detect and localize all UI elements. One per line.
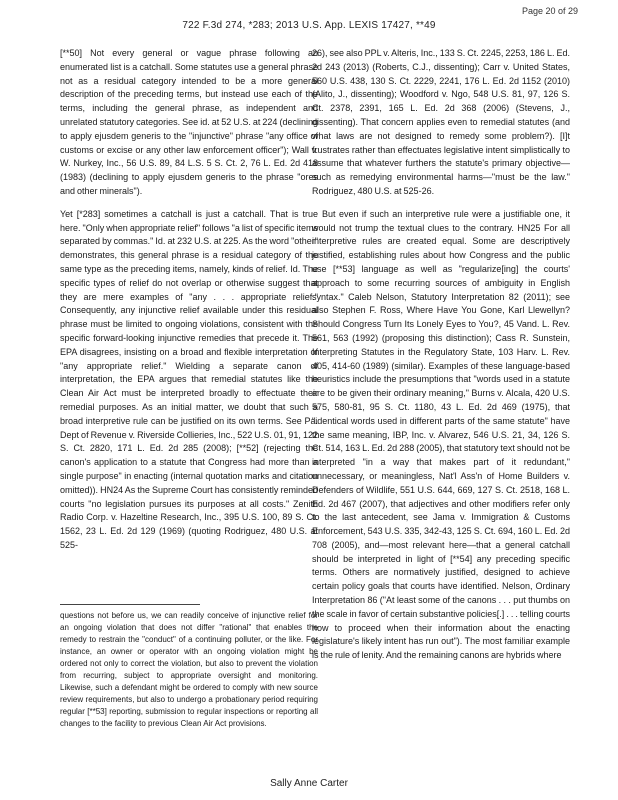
right-column: [312, 47, 570, 672]
left-column: [60, 47, 318, 562]
paragraph: [**50] Not every general or vague phrase following an enumerated list is a catchall. Some statutes use a general phrase not as a residual category intended to be a more general description of the preceding terms, but instead use each of the terms, including the general phrase, as independent and unrelated statutory categories. See id. at 52 U.S. at 224 (declining to apply ejusdem generis to the "injunctive" phrase "any office of customs or excise or any other law enforcement officer"); Wall v. W. Nurkey, Inc., 56 U.S. 89, 84 L.S. 5 S. Ct. 2, 76 L. Ed. 2d 418 (1983) (declining to apply ejusdem generis to the phrase "ores and other minerals").: [60, 48, 318, 196]
page-footer: Sally Anne Carter: [270, 778, 348, 789]
paragraph: But even if such an interpretive rule were a justifiable one, it would not trump the textual clues to the contrary. HN25 For all interpretive rules are created equal. Some are descriptively justified, establishing rules about how Congress and the public use [**53] language as well as "regularize[ing] the courts' approach to some recurring sources of ambiguity in English syntax." Caleb Nelson, Statutory Interpretation 82 (2011); see also Stephen F. Ross, Where Have You Gone, Karl Llewellyn? Should Congress Turn Its Lonely Eyes to You?, 45 Vand. L. Rev. 561, 563 (1992) (proposing this distinction); Cass R. Sunstein, Interpreting Statutes in the Regulatory State, 103 Harv. L. Rev. 405, 414-60 (1989) (similar). Examples of these language-based heuristics include the presumptions that "words used in a statute are to be given their ordinary meaning," Burns v. Alcala, 420 U.S. 575, 580-81, 95 S. Ct. 1180, 43 L. Ed. 2d 469 (1975), that "identical words used in different parts of the same statute" have the same meaning, IBP, Inc. v. Alvarez, 546 U.S. 21, 34, 126 S. Ct. 514, 163 L. Ed. 2d 288 (2005), that statutory text should not be interpreted "in a way that makes part of it redundant," unnecessary, or meaningless, Nat'l Ass'n of Home Builders v. Defenders of Wildlife, 551 U.S. 644, 669, 127 S. Ct. 2518, 168 L. Ed. 2d 467 (2007), that adjectives and other modifiers refer only to the last antecedent, see Jama v. Immigration & Customs Enforcement, 543 U.S. 335, 342-43, 125 S. Ct. 694, 160 L. Ed. 2d 708 (2005), and—most relevant here—that a general catchall should be interpreted in light of [**54] any preceding specific terms. Others are normatively justified, designed to achieve certain policy goals that courts have identified. Nelson, Ordinary Interpretation 86 ("At least some of the canons . . . put thumbs on the scale in favor of certain substantive policies[.] . . . telling courts how to proceed when their information about the enacting legislature's likely intent has run out"). The most familiar example is the rule of lenity. And the remaining canons are hybrids where: [312, 208, 570, 661]
footnote-divider: [60, 604, 200, 605]
citation-header: 722 F.3d 274, *283; 2013 U.S. App. LEXIS 17427, **49: [182, 20, 436, 31]
paragraph: 26), see also PPL v. Alteris, Inc., 133 S. Ct. 2245, 2253, 186 L. Ed. 2d 243 (2013) (Roberts, C.J., dissenting); Carr v. United States, 560 U.S. 438, 130 S. Ct. 2229, 2241, 176 L. Ed. 2d 1152 (2010) (Alito, J., dissenting); Woodford v. Ngo, 548 U.S. 81, 97, 126 S. Ct. 2378, 2391, 165 L. Ed. 2d 368 (2006) (Stevens, J., dissenting). That concern applies even to remedial statutes (and what laws are not designed to remedy some problem?). [I]t frustrates rather than effectuates legislative intent simplistically to assume that whatever furthers the statute's primary objective—such as remedying environmental harms—"must be the law." Rodriguez, 480 U.S. at 525-26.: [312, 48, 570, 196]
footnote: questions not before us, we can readily conceive of injunctive relief for an ongoing violation that does not differ "rational" that enables the remedy to restrain the "conduct" of a continuing polluter, or the like. For instance, an owner or operator with an ongoing violation might be ordered not only to correct the violation, but also to prevent the violation from recurring, subject to appropriate oversight and monitoring. Likewise, such a defendant might be ordered to comply with new source review requirements, but also to undergo a probationary period requiring regular [**53] reporting, submission to regular inspections or reporting all changes to the facility to previous Clean Air Act provisions.: [60, 611, 318, 728]
page-label: Page 20 of 29: [521, 6, 578, 16]
paragraph: Yet [*283] sometimes a catchall is just a catchall. That is true here. "Only when appropriate relief" follows "a list of specific items separated by commas." Id. at 232 U.S. at 225. As the word "other" demonstrates, this general phrase is a residual category of the same type as the preceding items, namely, kinds of relief. Id. The specific types of relief do not overlap or otherwise suggest that they are mere examples of "any . . . appropriate relief." Consequently, any injunctive relief available under this residual phrase must be limited to ongoing violations, consistent with the specific forward-looking injunctive remedies that precede it. The EPA disagrees, insisting on a broad and flexible interpretation of "any appropriate relief." Wielding a separate canon of interpretation, the EPA argues that remedial statutes like the Clean Air Act must be interpreted broadly to effectuate their remedial purposes. As an initial matter, we doubt that such a broad interpretive rule can be justified on its own terms. See Pa. Dept of Revenue v. Riverside Collieries, Inc., 522 U.S. 01, 91, 122 S. Ct. 2820, 171 L. Ed. 2d 285 (2008); [**52] (rejecting the canon's application to a statute that Congress had more than a single purpose" in enacting (internal quotation marks and citation omitted)). HN24 As the Supreme Court has consistently reminded courts "no legislation pursues its purposes at all costs." Zenith Radio Corp. v. Hazeltine Research, Inc., 395 U.S. 100, 89 S. Ct. 1562, 23 L. Ed. 2d 129 (1969) (quoting Rodriguez, 480 U.S. at 525-: [60, 208, 318, 550]
